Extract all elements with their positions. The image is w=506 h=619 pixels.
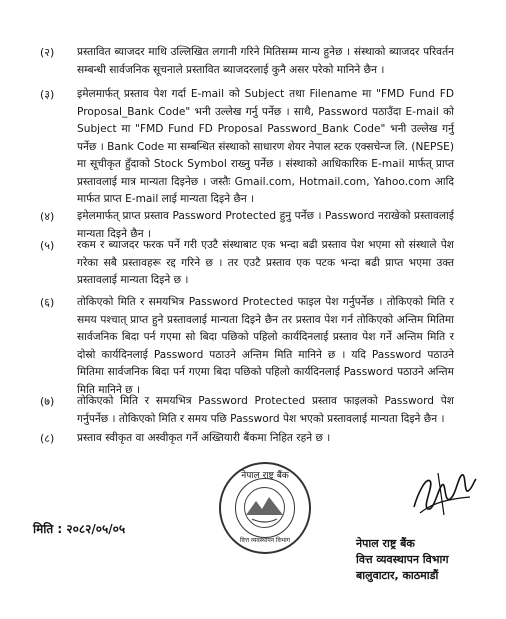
signatory-line-2: वित्त व्यवस्थापन विभाग xyxy=(356,553,449,566)
clause-number: (४) xyxy=(40,210,55,223)
clause-number: (७) xyxy=(40,395,55,408)
signatory-line-1: नेपाल राष्ट्र बैंक xyxy=(356,537,415,550)
clause-text: प्रस्तावित ब्याजदर माथि उल्लिखित लगानी गरिने मितिसम्म मान्य हुनेछ । संस्थाको ब्याजदर परिवर्तन सम्बन्धी सार्वजनिक सूचनाले प्रस्तावित ब्याजदरलाई कुनै असर परेको मानिने छैन । xyxy=(77,46,454,76)
clause-text: तोकिएको मिति र समयभित्र Password Protected प्रस्ताव फाइलको Password पेश गर्नुपर्नेछ । तोकिएको मिति र समय पछि Password पेश भएको प्रस्तावलाई मान्यता दिइने छैन । xyxy=(77,395,454,425)
clause-text: इमेलमार्फत् प्राप्त प्रस्ताव Password Protected हुनु पर्नेछ । Password नराखेको प्रस्तावलाई मान्यता दिइने छैन । xyxy=(77,210,454,240)
signatory-line-3: बालुवाटार, काठमाडौं xyxy=(356,569,439,582)
signature-image xyxy=(408,463,478,523)
clause-text: इमेलमार्फत् प्रस्ताव पेश गर्दा E-mail को Subject तथा Filename मा "FMD Fund FD Proposal_Bank Code" भनी उल्लेख गर्नु पर्नेछ । साथै, Password पठाउँदा E-mail को Subject मा "FMD Fund FD Proposal Password_Bank Code" भनी उल्लेख गर्नु पर्नेछ । Bank Code मा सम्बन्धित संस्थाको साधारण शेयर नेपाल स्टक एक्सचेन्ज लि. (NEPSE) मा सूचीकृत हुँदाको Stock Symbol राख्नु पर्नेछ । संस्थाको आधिकारिक E-mail मार्फत् प्राप्त प्रस्तावलाई मात्र मान्यता दिइनेछ । जस्तैः Gmail.com, Hotmail.com, Yahoo.com आदि मार्फत प्राप्त E-mail लाई मान्यता दिइने छैन । xyxy=(77,88,454,205)
emblem-icon xyxy=(236,479,293,536)
clause-number: (३) xyxy=(40,88,55,101)
clause-number: (८) xyxy=(40,432,55,445)
clause-text: प्रस्ताव स्वीकृत वा अस्वीकृत गर्ने अख्तियारी बैंकमा निहित रहने छ । xyxy=(77,432,331,444)
clause-number: (६) xyxy=(40,296,55,309)
seal-bottom-text: वित्त व्यवस्थापन विभाग xyxy=(239,537,291,544)
official-seal xyxy=(219,462,311,554)
clause-text: तोकिएको मिति र समयभित्र Password Protected फाइल पेश गर्नुपर्नेछ । तोकिएको मिति र समय पश्चात् प्राप्त हुने प्रस्तावलाई मान्यता दिइने छैन तर प्रस्ताव पेश गर्न तोकिएको अन्तिम मितिमा सार्वजनिक बिदा पर्न गएमा सो बिदा पछिको पहिलो कार्यदिनलाई प्रस्ताव पेश गर्ने अन्तिम मिति र दोस्रो कार्यदिनलाई Password पठाउने अन्तिम मिति मानिने छ । यदि Password पठाउने मितिमा सार्वजनिक बिदा पर्न गएमा बिदा पछिको पहिलो कार्यदिनलाई Password पठाउने अन्तिम मिति मानिने छ । xyxy=(77,296,454,396)
clause-number: (२) xyxy=(40,46,55,59)
seal-emblem xyxy=(235,478,295,538)
date-line: मिति : २०८२/०५/०५ xyxy=(33,522,126,536)
clause-text: रकम र ब्याजदर फरक पर्ने गरी एउटै संस्थाबाट एक भन्दा बढी प्रस्ताव पेश भएमा सो संस्थाले पेश गरेका सबै प्रस्तावहरू रद्द गरिने छ । तर एउटै प्रस्ताव एक पटक भन्दा बढी प्राप्त भएमा उक्त प्रस्तावलाई मान्यता दिइने छ । xyxy=(77,239,454,286)
clause-number: (५) xyxy=(40,239,55,252)
seal-top-text: नेपाल राष्ट्र बैंक xyxy=(241,471,289,481)
signatory-block xyxy=(356,536,496,584)
